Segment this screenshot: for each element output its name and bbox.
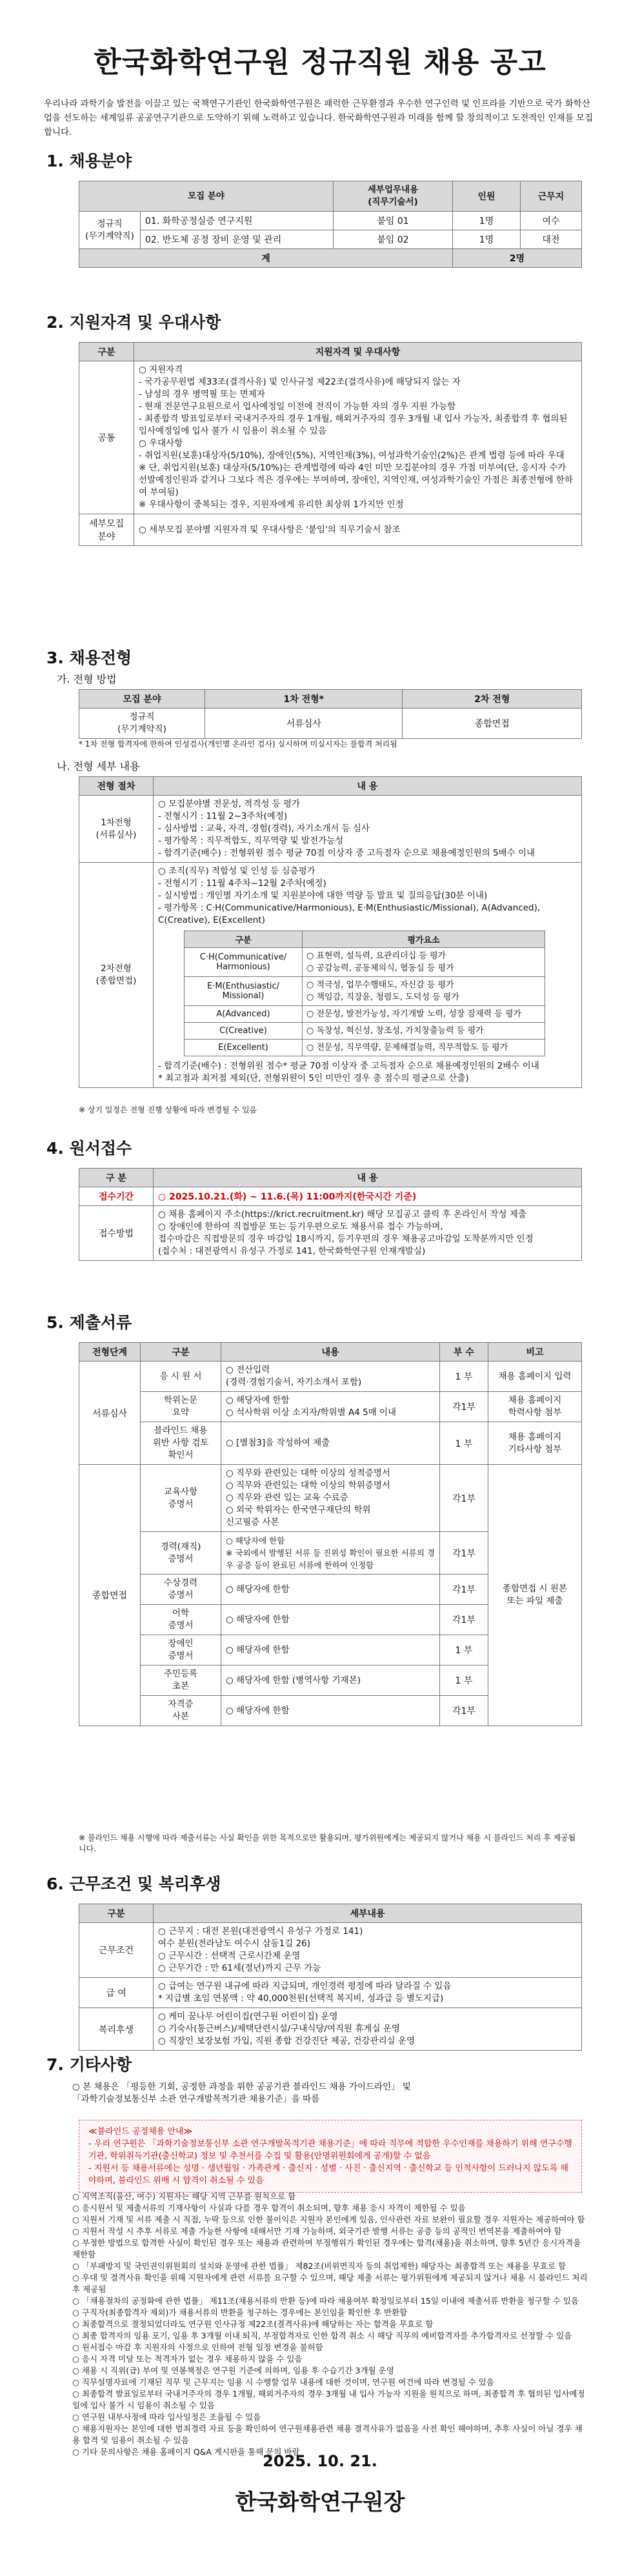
application-table (79, 1168, 582, 1261)
common-label: 공통 (79, 361, 134, 514)
eval-element: ○ 표현력, 설득력, 요관리더십 등 평가 ○ 공감능력, 공동체의식, 협동심 등 평가 (303, 948, 545, 977)
period-label: 접수기간 (79, 1187, 154, 1206)
documents-note: ※ 블라인드 채용 시행에 따라 제출서류는 사실 확인을 위한 목적으로만 활용되며, 평가위원에게는 제공되지 않거나 채용 시 블라인드 처리 후 제공됩니다. (79, 1833, 576, 1853)
common-qualification: ○ 지원자격 - 국가공무원법 제33조(결격사유) 및 인사규정 제22조(결격사유)에 해당되지 않는 자 - 남성의 경우 병역필 또는 면제자 - 현재 전문연구요원으로서 업사예정일 이전에 전직이 가능한 자의 경우 지원 가능함 - 최종합격 발표일로부터 국내거주자의 경우 1개월, 해외거주자의 경우 3개월 내 입사 가능자, 최종합격 후 협의된 임사예정일에 입사 불가 시 임용이 취소될 수 있음 ○ 우대사항 - 취업지원(보훈)대상자(5/10%), 장애인(5%), 지역인재(3%), 여성과학기술인(2%)은 관계 법령 등에 따라 우대 ※ 단, 취업지원(보훈) 대상자(5/10%)는 관계법령에 따라 4인 미만 모집분야의 경우 가점 미부여(단, 응시자 수가 선발예정인원과 같거나 그보다 적은 경우에는 부여하며, 장애인, 지역인재, 여성과학기술인 가점은 최종전형에 한하여 부여됨) ※ 우대사항이 중복되는 경우, 지원자에게 유리한 최상위 1가지만 인정 (134, 361, 582, 514)
doc-stage-screening: 서류심사 (79, 1362, 141, 1465)
eval-element: ○ 전문성, 직무역량, 문제해결능력, 직무적합도 등 평가 (303, 1040, 545, 1056)
doc-count: 각1부 (440, 1575, 488, 1605)
doc-type: 자격증 사본 (141, 1696, 221, 1726)
th-eval-element: 평가요소 (303, 931, 545, 948)
doc-content: ○ 직무와 관련있는 대학 이상의 성적증명서 ○ 직무와 관련있는 대학 이상의 학위증명서 ○ 직무와 관련 있는 교육 수료증 ○ 외국 학위자는 한국연구재단의 학위 신고필증 사본 (221, 1465, 440, 1532)
total-label: 계 (79, 249, 453, 268)
doc-count: 1 부 (440, 1362, 488, 1392)
announcement-date: 2025. 10. 21. (263, 2452, 377, 2470)
doc-count: 1 부 (440, 1635, 488, 1665)
other-body: ○ 지역조직(울산, 여수) 지원자는 해당 지역 근무를 원칙으로 함 ○ 응시원서 및 제출서류의 기재사항이 사실과 다를 경우 합격이 취소되며, 향후 채용 응시 자격이 제한될 수 있음 ○ 지원서 기재 및 서류 제출 시 직접, 누락 등으로 인한 불이익은 지원자 본인에게 있음, 인사관련 자료 보완이 필요할 경우 지원자는 제공하여야 함 ○ 지원서 작성 시 추후 서류로 제출 가능한 사항에 대해서만 기재 가능하며, 외국기관 발행 서류는 공증 등의 공적인 번역본을 제출하여야 함 ○ 부정한 방법으로 합격한 사실이 확인된 경우 또는 채용과 관련하여 부정행위가 확인된 경우에는 합격(채용)을 취소하며, 향후 5년간 응시자격을 제한함 ○ 「부패방지 및 국민권익위원회의 설치와 운영에 관한 법률」 제82조(비위면직자 등의 취업제한) 해당자는 최종합격 또는 채용을 무효로 함 ○ 우대 및 결격사유 확인을 위해 지원자에게 관련 서류를 요구할 수 있으며, 해당 제출 서류는 평가위원에게 제공되지 않거나 채용 시 블라인드 처리 후 제공됨 ○ 「채용절차의 공정화에 관한 법률」 제11조(채용서류의 반환 등)에 따라 채용여부 확정일로부터 15일 이내에 제출서류 반환을 청구할 수 있음 ○ 구직자(최종합격자 제외)가 채용서류의 반환을 청구하는 경우에는 본인임을 확인한 후 반환함 ○ 최종합격으로 결정되었더라도 연구원 인사규정 제22조(결격사유)에 해당하는 자는 합격을 무효로 함 ○ 최종 합격자의 임용 포기, 임용 후 3개월 이내 퇴직, 부정합격자로 인한 합격 취소 시 해당 직무의 예비합격자를 추가합격자로 선정할 수 있음 ○ 원서접수 마감 후 지원자의 사정으로 인하여 전형 일정 변경을 불허함 ○ 응시 자격 미달 또는 적격자가 없는 경우 채용하지 않을 수 있음 ○ 채용 시 직위(급) 부여 및 연봉책정은 연구원 기준에 의하며, 임용 후 수습기간 3개월 운영 ○ 직무설명자료에 기재된 직무 및 근무지는 임용 시 수행할 업무 내용에 대한 것이며, 연구원 여건에 따라 변경될 수 있음 ○ 최종합격 발표일로부터 국내거주자의 경우 1개월, 해외거주자의 경우 3개월 내 입사 가능자 지원을 원칙으로 하며, 최종합격 후 협의된 입사예정일에 입사 불가 시 임용이 취소될 수 있음 ○ 연구원 내부사정에 따라 입사일정은 조율될 수 있음 ○ 채용지원자는 본인에 대한 범죄경력 자료 등을 확인하여 연구원채용관련 채용 결격사유가 없음을 사전 확인 해야하며, 추후 사실이 아닐 경우 채용 합격 및 임용이 취소될 수 있음 ○ 기타 문의사항은 채용 홈페이지 Q&A 게시판을 통해 문의 바람 (72, 2191, 588, 2457)
th-doc-type: 구분 (141, 1343, 221, 1362)
doc-note: 채용 홈페이지 기타사항 첨부 (488, 1422, 582, 1465)
th-stage: 전형 절차 (79, 777, 154, 796)
cond-label: 복리후생 (79, 2008, 154, 2051)
recruit-field-table (79, 181, 582, 268)
th-stage2: 2차 전형 (403, 690, 582, 709)
doc-count: 각1부 (440, 1696, 488, 1726)
th-cond-detail: 세부내용 (154, 1904, 582, 1923)
screening-detail-table (79, 776, 582, 1088)
th-doc-content: 내용 (221, 1343, 440, 1362)
detail-qualification: ○ 세부모집 분야별 지원자격 및 우대사항은 '붙임'의 직무기술서 참조 (134, 514, 582, 546)
field-2-count: 1명 (453, 230, 521, 249)
doc-content: ○ 해당자에 한함 ※ 국외에서 발행된 서류 등 진위성 확인이 필요한 서류의 경우 공증 등이 완료된 서류에 한하여 인정함 (221, 1532, 440, 1575)
doc-type: 경력(재직) 증명서 (141, 1532, 221, 1575)
cond-detail: ○ 급여는 연구원 내규에 따라 지급되며, 개인경력 평정에 따라 달라질 수 있음 * 지급별 초임 연봉액 : 약 40,000천원(선택적 복지비, 성과급 등 별도지급) (154, 1978, 582, 2008)
th-doc-count: 부 수 (440, 1343, 488, 1362)
th-doc-stage: 전형단계 (79, 1343, 141, 1362)
doc-note: 종합면접 시 원본 또는 파일 제출 (488, 1465, 582, 1726)
stage1-label: 1차전형 (서류심사) (79, 796, 154, 863)
section-5-heading: 5. 제출서류 (46, 1313, 132, 1332)
doc-note: 채용 홈페이지 입력 (488, 1362, 582, 1392)
blind-hiring-notice: ≪블라인드 공정채용 안내≫ - 우리 연구원은 「과학기술정보통신부 소관 연구개발목적기관 채용기준」에 따라 직무에 적합한 우수인재를 채용하기 위해 연구수행기관, 학위취득기관(출신학교) 정보 및 추천서를 수집 및 활용(안명위원회에게 공개)할 수 없음 - 지원서 등 채용서류에는 성명 ‧ 생년월일 ‧ 가족관계 ‧ 출신지 ‧ 성별 ‧ 사진 ‧ 출신지역 ‧ 출신학교 등 인적사항이 드러나지 않도록 해야하며, 블라인드 위배 시 합격이 취소될 수 있음 (79, 2120, 582, 2193)
doc-content: ○ 해당자에 한함 ○ 석사학위 이상 소지자/학위별 A4 5매 이내 (221, 1392, 440, 1422)
doc-type: 블라인드 채용 위반 사항 검토 확인서 (141, 1422, 221, 1465)
documents-table (79, 1342, 582, 1726)
doc-count: 1 부 (440, 1665, 488, 1696)
eval-label: E·M(Enthusiastic/ Missional) (185, 977, 303, 1006)
doc-type: 학위논문 요약 (141, 1392, 221, 1422)
th-content: 내 용 (154, 777, 582, 796)
stage2-bottom: - 합격기준(배수) : 전형위원 점수* 평균 70점 이상자 중 고득점자 순으로 채용예정인원의 2배수 이내 * 최고점과 최저점 제외(단, 전형위원이 5인 미만인 경우 총 점수의 평균으로 산출) (158, 1061, 539, 1083)
qualification-table (79, 342, 582, 546)
conditions-table (79, 1904, 582, 2051)
field-2: 02. 반도체 공정 장비 운영 및 관리 (141, 230, 334, 249)
cond-detail: ○ 근무지 : 대전 본원(대전광역시 유성구 가정로 141) 여수 분원(전라남도 여수시 삼동1길 26) ○ 근무시간 : 선택적 근로시간제 운영 ○ 근무기간 : 만 61세(정년)까지 근무 가능 (154, 1923, 582, 1978)
stage2-content (154, 863, 582, 1088)
eval-element: ○ 독창성, 혁신성, 창조성, 가치창출능력 등 평가 (303, 1023, 545, 1040)
page-title: 한국화학연구원 정규직원 채용 공고 (94, 46, 546, 79)
th-qualification: 지원자격 및 우대사항 (134, 343, 582, 361)
section-3-heading: 3. 채용전형 (46, 649, 132, 667)
doc-content: ○ [별첨3]을 작성하여 제출 (221, 1422, 440, 1465)
field-2-detail: 붙임 02 (334, 230, 453, 249)
doc-content: ○ 해당자에 한함 (221, 1605, 440, 1635)
doc-content: ○ 해당자에 한함 (병역사항 기재본) (221, 1665, 440, 1696)
doc-note: 채용 홈페이지 학력사항 첨부 (488, 1392, 582, 1422)
doc-type: 어학 증명서 (141, 1605, 221, 1635)
doc-content: ○ 전산입력 (경력·경험기술서, 자기소개서 포함) (221, 1362, 440, 1392)
section-4-heading: 4. 원서접수 (46, 1139, 132, 1158)
group-label: 정규직 (무기계약직) (79, 212, 141, 249)
th-count: 인원 (453, 181, 521, 212)
th-detail: 세부업무내용 (직무기술서) (334, 181, 453, 212)
method-label: 접수방법 (79, 1206, 154, 1261)
method-subheading: 가. 전형 방법 (57, 673, 117, 685)
evaluation-table (184, 931, 545, 1056)
doc-type: 교육사항 증명서 (141, 1465, 221, 1532)
doc-stage-interview: 종합면접 (79, 1465, 141, 1726)
method-value: ○ 채용 홈페이지 주소(https://krict.recruitment.kr) 해당 모집공고 클릭 후 온라인서 작성 제출 ○ 장애인에 한하여 직접방문 또는 등기우편으로도 채용서류 접수 가능하며, 접수마감은 직접방문의 경우 마감일 18시까지, 등기우편의 경우 채용공고마감일 도착분까지만 인정 (접수처 : 대전광역시 유성구 가정로 141, 한국화학연구원 인재개발실) (154, 1206, 582, 1261)
field-1-detail: 붙임 01 (334, 212, 453, 230)
eval-label: C(Creative) (185, 1023, 303, 1040)
cond-detail: ○ 케미 꿈나무 어린이집(연구원 어린이집) 운영 ○ 기숙사(통근버스)/제택단련시설/구내식당/여직원 휴게실 운영 ○ 직장인 보장보험 가입, 직원 종합 건강진단 제공, 건강관리실 운영 (154, 2008, 582, 2051)
th-stage1: 1차 전형* (205, 690, 403, 709)
stage2-label: 2차전형 (종합면접) (79, 863, 154, 1088)
method-field: 정규직 (무기계약직) (79, 709, 205, 739)
total-count: 2명 (453, 249, 582, 268)
field-2-location: 대전 (521, 230, 582, 249)
detail-label: 세부모집 분야 (79, 514, 134, 546)
method-note: * 1차 전형 합격자에 한하여 인성검사(개인별 온라인 검사) 실시하며 미실시자는 불합격 처리됨 (79, 740, 397, 749)
section-1-heading: 1. 채용분야 (46, 152, 132, 170)
doc-content: ○ 해당자에 한함 (221, 1696, 440, 1726)
cond-label: 급 여 (79, 1978, 154, 2008)
stage1-content: ○ 모집분야별 전문성, 적격성 등 평가 - 전형시기 : 11월 2~3주차(예정) - 심사방법 : 교육, 자격, 경험(경력), 자기소개서 등 심사 - 평가항목 : 직무적합도, 직무역량 및 발전가능성 - 합격기준(배수) : 전형위원 점수 평균 70점 이상자 중 고득점자 순으로 채용예정인원의 5배수 이내 (154, 796, 582, 863)
method-stage1: 서류심사 (205, 709, 403, 739)
th-doc-note: 비고 (488, 1343, 582, 1362)
th-location: 근무지 (521, 181, 582, 212)
doc-count: 각1부 (440, 1532, 488, 1575)
doc-type: 주민등록 초본 (141, 1665, 221, 1696)
section-6-heading: 6. 근무조건 및 복리후생 (46, 1875, 221, 1893)
eval-label: A(Advanced) (185, 1006, 303, 1023)
doc-type: 장애인 증명서 (141, 1635, 221, 1665)
th-app-content: 내 용 (154, 1169, 582, 1187)
section-7-heading: 7. 기타사항 (46, 2055, 132, 2074)
eval-element: ○ 적극성, 업무수행태도, 자신감 등 평가 ○ 책임감, 직장윤, 청렴도, 도덕성 등 평가 (303, 977, 545, 1006)
doc-type: 응 시 원 서 (141, 1362, 221, 1392)
doc-content: ○ 해당자에 한함 (221, 1635, 440, 1665)
th-type: 구분 (79, 343, 134, 361)
field-1-location: 여수 (521, 212, 582, 230)
th-cond-type: 구분 (79, 1904, 154, 1923)
doc-count: 각1부 (440, 1605, 488, 1635)
schedule-note: ※ 상기 일정은 전형 진행 상황에 따라 변경될 수 있음 (79, 1105, 257, 1114)
doc-count: 각1부 (440, 1465, 488, 1532)
detail-subheading: 나. 전형 세부 내용 (57, 760, 140, 772)
th-eval-type: 구분 (185, 931, 303, 948)
eval-element: ○ 전문성, 발전가능성, 자기개발 노력, 성장 잠재력 등 평가 (303, 1006, 545, 1023)
intro-text: 우리나라 과학기술 발전을 이끌고 있는 국책연구기관인 한국화학연구원은 패럭한 근무환경과 우수한 연구인력 및 인프라를 기반으로 국가 화학산업을 선도하는 세계일류 공공연구기관으로 도약하기 위해 노력하고 있습니다. 한국화학연구원과 미래를 함께 할 창의적이고 도전적인 인재를 모집합니다. (44, 99, 594, 137)
stage2-top: ○ 조직(직무) 적합성 및 인성 등 심층평가 - 전형시기 : 11월 4주차~12월 2주차(예정) - 실시방법 : 개인별 자기소개 및 지원분야에 대한 역량 등 발표 및 질의응답(30분 이내) - 평가항목 : C·H(Communicative/Harmonious), E·M(Enthusiastic/Missional), A(Advanced), C(Creative), E(Excellent) (158, 866, 541, 925)
field-1-count: 1명 (453, 212, 521, 230)
th-field: 모집 분야 (79, 181, 334, 212)
doc-type: 수상경력 증명서 (141, 1575, 221, 1605)
eval-label: C·H(Communicative/ Harmonious) (185, 948, 303, 977)
section-2-heading: 2. 지원자격 및 우대사항 (46, 313, 221, 332)
cond-label: 근무조건 (79, 1923, 154, 1978)
screening-method-table (79, 689, 582, 739)
doc-content: ○ 해당자에 한함 (221, 1575, 440, 1605)
method-stage2: 종합면접 (403, 709, 582, 739)
th-app-type: 구 분 (79, 1169, 154, 1187)
period-value: ○ 2025.10.21.(화) ~ 11.6.(목) 11:00까지(한국시간 기준) (154, 1187, 582, 1206)
th-field: 모집 분야 (79, 690, 205, 709)
issuer-name: 한국화학연구원장 (235, 2490, 405, 2515)
field-1: 01. 화학공정실증 연구지원 (141, 212, 334, 230)
doc-count: 1 부 (440, 1422, 488, 1465)
doc-count: 각1부 (440, 1392, 488, 1422)
eval-label: E(Excellent) (185, 1040, 303, 1056)
other-lead: ○ 본 채용은 「평등한 기회, 공정한 과정을 위한 공공기관 블라인드 채용 가이드라인」 및 「과학기술정보통신부 소관 연구개발목적기관 채용기준」을 따름 (72, 2082, 411, 2104)
